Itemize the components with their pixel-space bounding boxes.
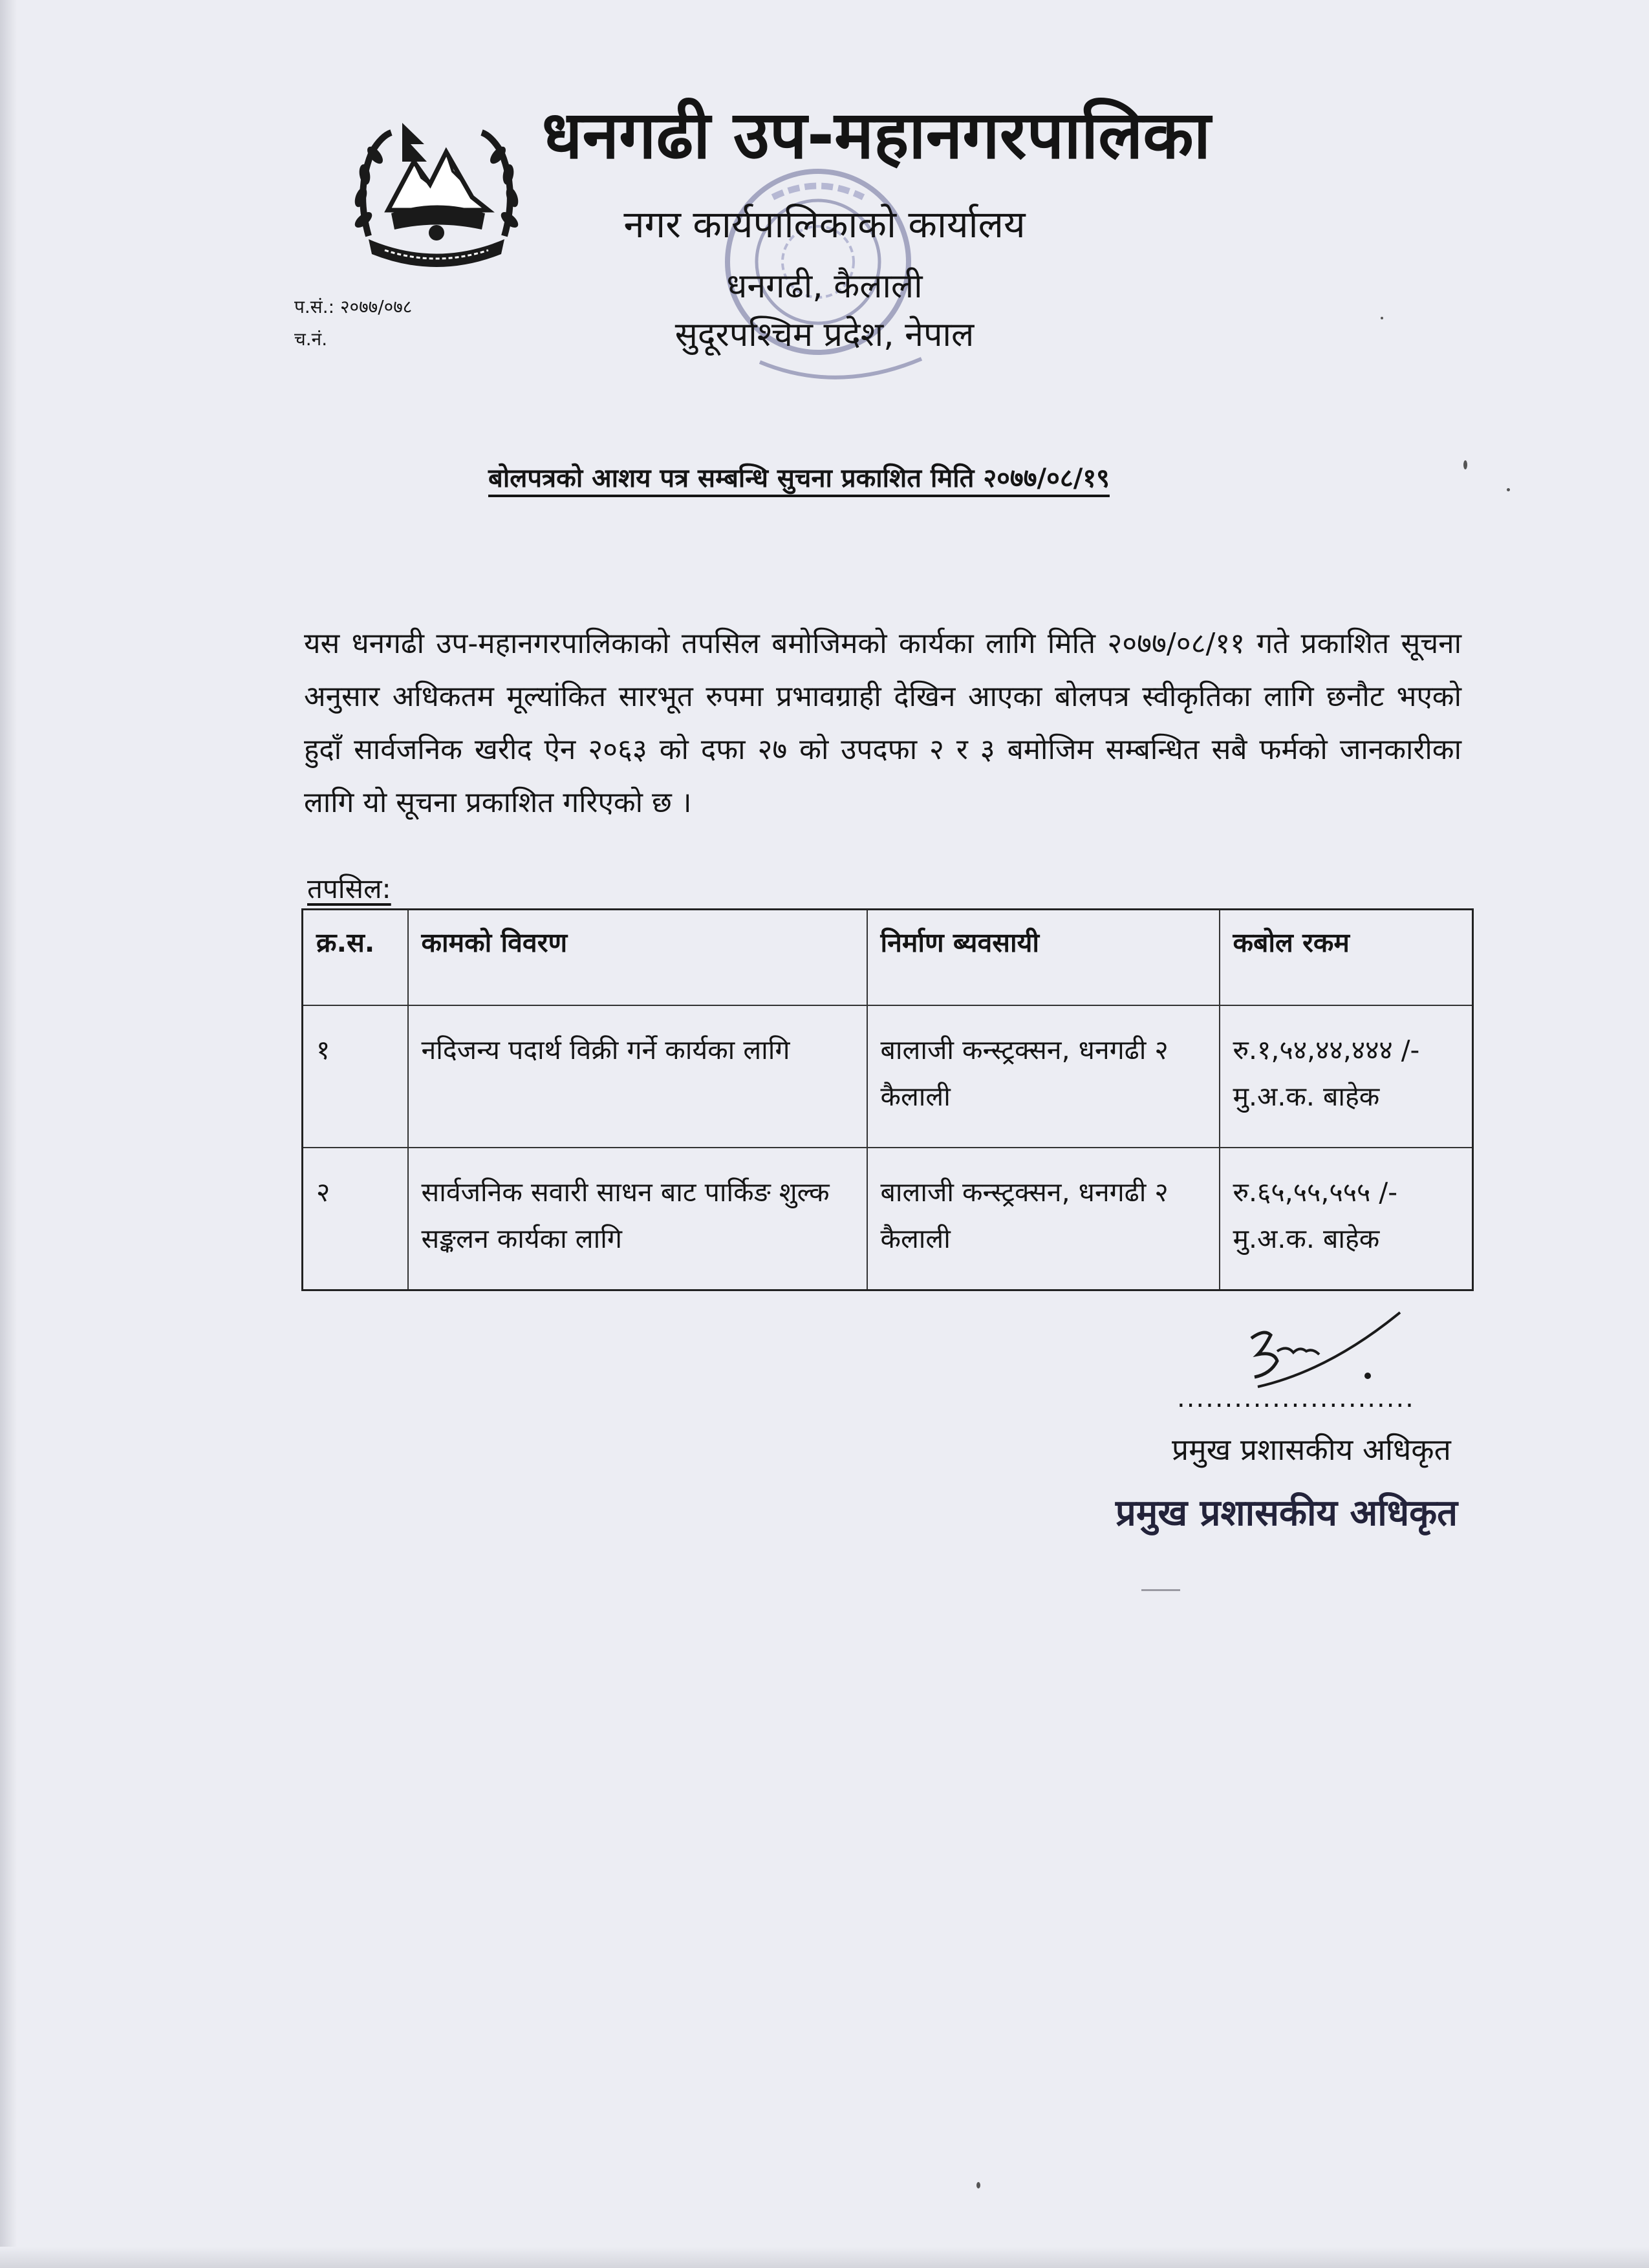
cell-work-description: नदिजन्य पदार्थ विक्री गर्ने कार्यका लागि [408, 1005, 867, 1148]
scan-speck [1507, 488, 1510, 491]
notice-body: यस धनगढी उप-महानगरपालिकाको तपसिल बमोजिमको कार्यका लागि मिति २०७७/०८/११ गते प्रकाशित सूचना अनुसार अधिकतम मूल्यांकित सारभूत रुपमा प्रभावग्राही देखिन आएका बोलपत्र स्वीकृतिका लागि छनौट भएको हुदाँ सार्वजनिक खरीद ऐन २०६३ को दफा २७ को उपदफा २ र ३ बमोजिम सम्बन्धित सबै फर्मको जानकारीका लागि यो सूचना प्रकाशित गरिएको छ । [304, 627, 1461, 819]
header-work-description: कामको विवरण [408, 910, 867, 1006]
award-table [301, 908, 1474, 1291]
scan-speck [1381, 317, 1383, 319]
header-serial: क्र.स. [303, 910, 408, 1006]
scan-speck [1463, 460, 1467, 469]
office-location: धनगढी, कैलाली [726, 267, 923, 306]
table-row [303, 1148, 1473, 1290]
office-province: सुदूरपश्चिम प्रदेश, नेपाल [674, 316, 975, 354]
signature-line: ......................... [1177, 1384, 1415, 1413]
table-row [303, 1005, 1473, 1148]
scan-bottom-edge [0, 2247, 1649, 2268]
signatory-title: प्रमुख प्रशासकीय अधिकृत [1172, 1432, 1451, 1467]
header-contractor: निर्माण ब्यवसायी [867, 910, 1220, 1006]
office-name: नगर कार्यपालिकाको कार्यालय [623, 202, 1026, 246]
cell-contractor: बालाजी कन्स्ट्रक्सन, धनगढी २ कैलाली [867, 1148, 1220, 1290]
cell-contractor: बालाजी कन्स्ट्रक्सन, धनगढी २ कैलाली [867, 1005, 1220, 1148]
dispatch-number: च.नं. [294, 328, 328, 350]
municipality-title: धनगढी उप-महानगरपालिका [541, 97, 1211, 174]
cell-bid-amount: रु.१,५४,४४,४४४ /- मु.अ.क. बाहेक [1220, 1005, 1473, 1148]
cell-bid-amount: रु.६५,५५,५५५ /- मु.अ.क. बाहेक [1220, 1148, 1473, 1290]
signatory-stamp: प्रमुख प्रशासकीय अधिकृत [1116, 1492, 1458, 1534]
notice-title: बोलपत्रको आशय पत्र सम्बन्धि सुचना प्रकाशित मिति २०७७/०८/१९ [488, 464, 1110, 493]
schedule-label: तपसिल: [307, 873, 391, 904]
table-header-row [303, 910, 1473, 1006]
cell-serial: १ [303, 1005, 408, 1148]
scan-speck [976, 2182, 980, 2188]
scan-mark [1141, 1589, 1180, 1591]
reference-number: प.सं.: २०७७/०७८ [294, 296, 413, 317]
cell-work-description: सार्वजनिक सवारी साधन बाट पार्किङ शुल्क सङ्कलन कार्यका लागि [408, 1148, 867, 1290]
cell-serial: २ [303, 1148, 408, 1290]
header-bid-amount: कबोल रकम [1220, 910, 1473, 1006]
